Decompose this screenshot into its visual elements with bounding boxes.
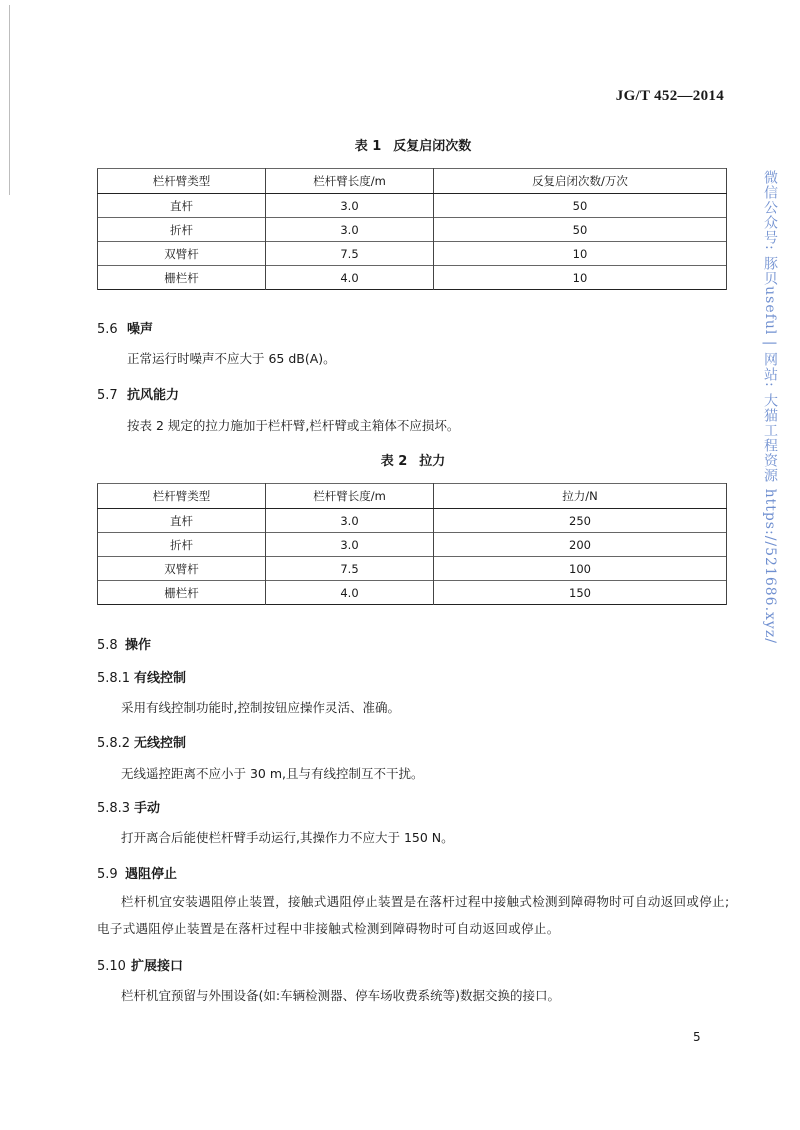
table-cell: 栅栏杆 — [98, 581, 266, 605]
table-cell: 折杆 — [98, 533, 266, 557]
table1-col-cycles: 反复启闭次数/万次 — [434, 169, 727, 194]
table-cell: 7.5 — [266, 242, 434, 266]
table-row — [98, 266, 727, 290]
table2-caption-title: 拉力 — [419, 454, 446, 469]
section-5-8-3-heading — [97, 797, 160, 816]
table-row — [98, 218, 727, 242]
section-number: 5.6 — [97, 322, 118, 337]
table-row — [98, 533, 727, 557]
section-5-8-1-body: 采用有线控制功能时,控制按钮应操作灵活、准确。 — [121, 700, 400, 715]
section-5-7-body: 按表 2 规定的拉力施加于栏杆臂,栏杆臂或主箱体不应损坏。 — [127, 418, 460, 433]
table-cell: 直杆 — [98, 509, 266, 533]
table2-col-force: 拉力/N — [434, 484, 727, 509]
section-number: 5.8 — [97, 638, 118, 653]
table-cell: 3.0 — [266, 218, 434, 242]
table-cell: 100 — [434, 557, 727, 581]
section-5-8-3-body: 打开离合后能使栏杆臂手动运行,其操作力不应大于 150 N。 — [121, 830, 454, 845]
table1-caption-number: 表 1 — [354, 139, 382, 154]
section-number: 5.8.1 — [97, 671, 131, 686]
table-row — [98, 194, 727, 218]
section-number: 5.8.2 — [97, 736, 131, 751]
section-5-8-2-heading — [97, 732, 186, 751]
table-cell: 150 — [434, 581, 727, 605]
table-cell: 3.0 — [266, 509, 434, 533]
section-number: 5.10 — [97, 959, 126, 974]
table-cell: 10 — [434, 242, 727, 266]
table-cell: 200 — [434, 533, 727, 557]
table-cell: 栅栏杆 — [98, 266, 266, 290]
table1 — [97, 168, 727, 290]
table2 — [97, 483, 727, 605]
table-row — [98, 581, 727, 605]
table-cell: 双臂杆 — [98, 242, 266, 266]
table2-caption-number: 表 2 — [380, 454, 408, 469]
section-number: 5.9 — [97, 867, 118, 882]
table-cell: 双臂杆 — [98, 557, 266, 581]
table2-col-type: 栏杆臂类型 — [98, 484, 266, 509]
section-title: 有线控制 — [134, 671, 187, 686]
table-cell: 3.0 — [266, 533, 434, 557]
table-cell: 250 — [434, 509, 727, 533]
section-title: 噪声 — [127, 322, 154, 337]
table-row — [98, 242, 727, 266]
section-title: 手动 — [134, 801, 161, 816]
table-cell: 7.5 — [266, 557, 434, 581]
table1-col-type: 栏杆臂类型 — [98, 169, 266, 194]
table2-col-length: 栏杆臂长度/m — [266, 484, 434, 509]
table2-header-row — [98, 484, 727, 509]
section-title: 遇阻停止 — [125, 867, 178, 882]
table-cell: 10 — [434, 266, 727, 290]
section-5-8-heading — [97, 634, 151, 653]
table1-caption — [0, 135, 800, 154]
table-row — [98, 557, 727, 581]
table1-col-length: 栏杆臂长度/m — [266, 169, 434, 194]
scan-artifact-line — [9, 5, 10, 195]
section-5-8-2-body: 无线遥控距离不应小于 30 m,且与有线控制互不干扰。 — [121, 766, 424, 781]
table-cell: 4.0 — [266, 581, 434, 605]
section-5-8-1-heading — [97, 667, 186, 686]
watermark-text: 微信公众号: 豚贝useful | 网站: 大猫工程资源 https://521686.xyz/ — [762, 170, 778, 644]
section-number: 5.7 — [97, 388, 118, 403]
section-5-6-heading — [97, 318, 153, 337]
section-title: 抗风能力 — [127, 388, 180, 403]
section-5-6-body: 正常运行时噪声不应大于 65 dB(A)。 — [127, 351, 336, 366]
section-5-9-heading — [97, 863, 177, 882]
table-cell: 3.0 — [266, 194, 434, 218]
table-cell: 50 — [434, 218, 727, 242]
section-title: 操作 — [125, 638, 152, 653]
table-row — [98, 509, 727, 533]
page-number: 5 — [693, 1030, 701, 1044]
table-cell: 50 — [434, 194, 727, 218]
table-cell: 4.0 — [266, 266, 434, 290]
table1-caption-title: 反复启闭次数 — [393, 139, 472, 154]
section-number: 5.8.3 — [97, 801, 131, 816]
section-5-10-heading — [97, 955, 183, 974]
standard-number: JG/T 452—2014 — [615, 88, 724, 104]
section-5-9-body: 栏杆机宜安装遇阻停止装置，接触式遇阻停止装置是在落杆过程中接触式检测到障碍物时可自动返回或停止;电子式遇阻停止装置是在落杆过程中非接触式检测到障碍物时可自动返回或停止。 — [97, 894, 730, 936]
table-cell: 折杆 — [98, 218, 266, 242]
table1-header-row — [98, 169, 727, 194]
section-title: 扩展接口 — [131, 959, 184, 974]
section-5-10-body: 栏杆机宜预留与外围设备(如:车辆检测器、停车场收费系统等)数据交换的接口。 — [121, 988, 560, 1003]
section-5-7-heading — [97, 384, 179, 403]
table-cell: 直杆 — [98, 194, 266, 218]
section-title: 无线控制 — [134, 736, 187, 751]
table2-caption — [0, 450, 800, 469]
